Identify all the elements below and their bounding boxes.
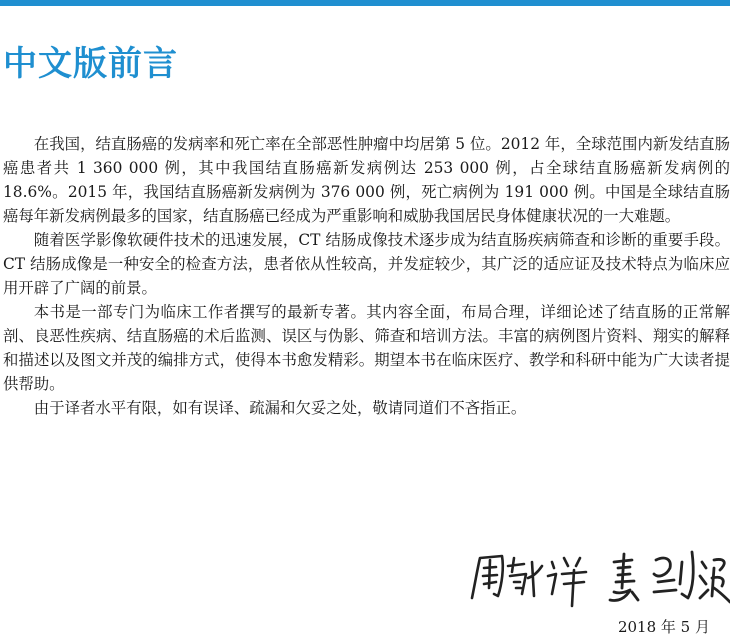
handwritten-signature [468,548,730,610]
top-accent-bar [0,0,730,6]
preface-title: 中文版前言 [3,44,178,84]
preface-body [3,132,730,420]
preface-date: 2018 年 5 月 [617,618,710,636]
paragraph-4: 由于译者水平有限，如有误译、疏漏和欠妥之处，敬请同道们不吝指正。 [33,399,527,417]
paragraph-2: 随着医学影像软硬件技术的迅速发展，CT 结肠成像技术逐步成为结直肠疾病筛查和诊断的重要手段。CT 结肠成像是一种安全的检查方法，患者依从性较高，并发症较少，其广泛的适应证及技术特点为临床应用开辟了广阔的前景。 [3,231,730,297]
paragraph-3: 本书是一部专门为临床工作者撰写的最新专著。其内容全面，布局合理，详细论述了结直肠的正常解剖、良恶性疾病、结直肠癌的术后监测、误区与伪影、筛查和培训方法。丰富的病例图片资料、翔实的解释和描述以及图文并茂的编排方式，使得本书愈发精彩。期望本书在临床医疗、教学和科研中能为广大读者提供帮助。 [3,303,730,393]
paragraph-1: 在我国，结直肠癌的发病率和死亡率在全部恶性肿瘤中均居第 5 位。2012 年，全球范围内新发结直肠癌患者共 1 360 000 例，其中我国结直肠癌新发病例达 253 000 例，占全球结直肠癌新发病例的 18.6%。2015 年，我国结直肠癌新发病例为 376 000 例，死亡病例为 191 000 例。中国是全球结直肠癌每年新发病例最多的国家，结直肠癌已经成为严重影响和威胁我国居民身体健康状况的一大难题。 [3,135,730,225]
